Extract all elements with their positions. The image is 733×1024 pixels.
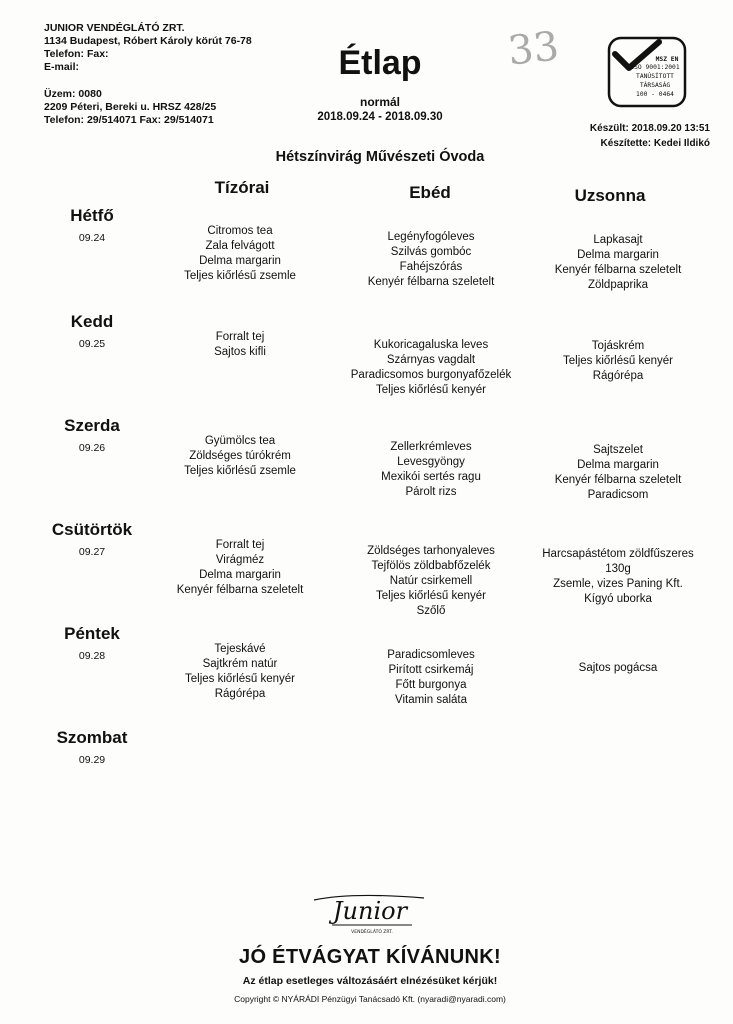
menu-item: Legényfogóleves <box>387 231 475 243</box>
menu-item: Szilvás gombóc <box>390 246 472 258</box>
day-date: 09.27 <box>78 546 106 558</box>
column-header-tizorai: Tízórai <box>214 178 270 197</box>
menu-cell-tizorai <box>135 224 345 284</box>
certificate-line: 100 - 0464 <box>636 91 674 98</box>
menu-item: Kígyó uborka <box>584 593 652 605</box>
menu-item: Sajtos kifli <box>214 346 266 358</box>
iso-certificate-seal <box>607 36 687 108</box>
certificate-line: MSZ EN <box>655 56 679 63</box>
menu-item: Kenyér félbarna szeletelt <box>554 264 682 276</box>
column-header-uzsonna: Uzsonna <box>574 186 646 205</box>
handwritten-note: 33 <box>505 23 562 75</box>
menu-item: Teljes kiőrlésű kenyér <box>185 673 295 685</box>
menu-item: Lapkasajt <box>593 234 643 246</box>
menu-item: Zöldpaprika <box>587 279 649 291</box>
menu-item: Főtt burgonya <box>395 679 467 691</box>
column-header-ebed: Ebéd <box>409 183 451 202</box>
menu-item: Kenyér félbarna szeletelt <box>367 276 495 288</box>
menu-item: Rágórépa <box>592 370 644 382</box>
menu-item: Zöldséges túrókrém <box>189 450 291 462</box>
school-name: Hétszínvirág Művészeti Óvoda <box>275 149 485 165</box>
menu-cell-ebed <box>326 648 536 708</box>
menu-item: Szőlő <box>416 605 446 617</box>
menu-item: Forralt tej <box>215 539 265 551</box>
plant-address: 2209 Péteri, Bereki u. HRSZ 428/25 <box>44 101 217 113</box>
menu-cell-tizorai <box>135 330 345 360</box>
menu-cell-tizorai <box>135 538 345 598</box>
day-date: 09.28 <box>78 650 106 662</box>
menu-item: Levesgyöngy <box>397 456 465 468</box>
menu-cell-tizorai <box>135 434 345 479</box>
certificate-line: TÁRSASÁG <box>639 82 671 89</box>
day-label: Szerda <box>64 416 120 435</box>
menu-item: Citromos tea <box>207 225 273 237</box>
menu-item: Kenyér félbarna szeletelt <box>176 584 304 596</box>
menu-item: Sajtos pogácsa <box>578 662 658 674</box>
menu-item: Paradicsom <box>587 489 649 501</box>
day-date: 09.24 <box>78 232 106 244</box>
slogan: JÓ ÉTVÁGYAT KÍVÁNUNK! <box>239 946 501 968</box>
menu-item: Szárnyas vagdalt <box>386 354 476 366</box>
menu-item: Zellerkrémleves <box>390 441 472 453</box>
certificate-line: TANÚSÍTOTT <box>636 73 674 80</box>
day-label: Hétfő <box>70 206 114 225</box>
made-by: Készítette: Kedei Ildikó <box>600 138 710 149</box>
menu-item: Sajtszelet <box>593 444 643 456</box>
menu-item: Vitamin saláta <box>394 694 468 706</box>
menu-item: Delma margarin <box>577 459 659 471</box>
menu-item: Forralt tej <box>215 331 265 343</box>
copyright: Copyright © NYÁRÁDI Pénzügyi Tanácsadó Kft. (nyaradi@nyaradi.com) <box>234 994 506 1004</box>
menu-date-range: 2018.09.24 - 2018.09.30 <box>317 111 443 123</box>
plant-id: Üzem: 0080 <box>44 88 102 100</box>
logo-subtext: VENDÉGLÁTÓ ZRT. <box>351 930 393 935</box>
menu-item: Teljes kiőrlésű kenyér <box>376 384 486 396</box>
logo-text: Junior <box>332 897 408 925</box>
company-email: E-mail: <box>44 61 80 73</box>
company-address: 1134 Budapest, Róbert Károly körút 76-78 <box>44 35 252 47</box>
menu-item: Delma margarin <box>199 569 281 581</box>
menu-cell-uzsonna <box>513 661 723 676</box>
company-phone: Telefon: Fax: <box>44 48 109 60</box>
day-label: Csütörtök <box>51 520 133 539</box>
menu-cell-uzsonna <box>513 233 723 293</box>
day-label: Szombat <box>56 728 128 747</box>
menu-item: Natúr csirkemell <box>389 575 473 587</box>
menu-cell-ebed <box>326 338 536 398</box>
junior-logo <box>292 890 442 936</box>
day-date: 09.29 <box>78 754 106 766</box>
day-label: Kedd <box>70 312 114 331</box>
menu-item: Paradicsomos burgonyafőzelék <box>350 369 512 381</box>
day-date: 09.26 <box>78 442 106 454</box>
menu-cell-uzsonna <box>513 547 723 607</box>
certificate-line: ISO 9001:2001 <box>630 64 680 71</box>
menu-item: Paradicsomleves <box>387 649 475 661</box>
menu-item: Párolt rizs <box>405 486 457 498</box>
menu-cell-ebed <box>326 230 536 290</box>
menu-item: Zala felvágott <box>205 240 275 252</box>
day-label: Péntek <box>64 624 120 643</box>
menu-item: Zöldséges tarhonyaleves <box>367 545 495 557</box>
menu-item: Rágórépa <box>214 688 266 700</box>
menu-title: Étlap <box>338 44 422 82</box>
menu-item: Harcsapástétom zöldfűszeres <box>542 548 694 560</box>
menu-item: Tojáskrém <box>591 340 645 352</box>
menu-item: Sajtkrém natúr <box>202 658 278 670</box>
menu-item: Virágméz <box>215 554 265 566</box>
menu-item: Pirított csirkemáj <box>388 664 474 676</box>
menu-cell-uzsonna <box>513 339 723 384</box>
plant-block <box>44 88 216 127</box>
menu-cell-ebed <box>326 440 536 500</box>
menu-item: Delma margarin <box>199 255 281 267</box>
menu-item: Mexikói sertés ragu <box>381 471 481 483</box>
document-meta <box>540 121 710 151</box>
menu-item: Fahéjszórás <box>399 261 463 273</box>
menu-item: Teljes kiőrlésű kenyér <box>563 355 673 367</box>
menu-item: Delma margarin <box>577 249 659 261</box>
company-name: JUNIOR VENDÉGLÁTÓ ZRT. <box>44 22 185 34</box>
apology-note: Az étlap esetleges változásáért elnézésüket kérjük! <box>242 975 498 987</box>
menu-item: Kukoricagaluska leves <box>373 339 489 351</box>
plant-contact: Telefon: 29/514071 Fax: 29/514071 <box>44 114 214 126</box>
menu-cell-ebed <box>326 544 536 619</box>
menu-item: Zsemle, vizes Paning Kft. <box>553 578 683 590</box>
menu-item: Teljes kiőrlésű zsemle <box>184 465 296 477</box>
menu-type: normál <box>359 95 400 109</box>
menu-item: Tejeskávé <box>214 643 266 655</box>
day-date: 09.25 <box>78 338 106 350</box>
menu-item: Tejfölös zöldbabfőzelék <box>371 560 491 572</box>
menu-cell-tizorai <box>135 642 345 702</box>
menu-item: Gyümölcs tea <box>204 435 276 447</box>
menu-cell-uzsonna <box>513 443 723 503</box>
menu-item: Teljes kiőrlésű zsemle <box>184 270 296 282</box>
menu-item: Kenyér félbarna szeletelt <box>554 474 682 486</box>
company-block <box>44 22 252 74</box>
menu-item: Teljes kiőrlésű kenyér <box>376 590 486 602</box>
menu-item: 130g <box>605 563 631 575</box>
made-date: Készült: 2018.09.20 13:51 <box>589 123 710 134</box>
